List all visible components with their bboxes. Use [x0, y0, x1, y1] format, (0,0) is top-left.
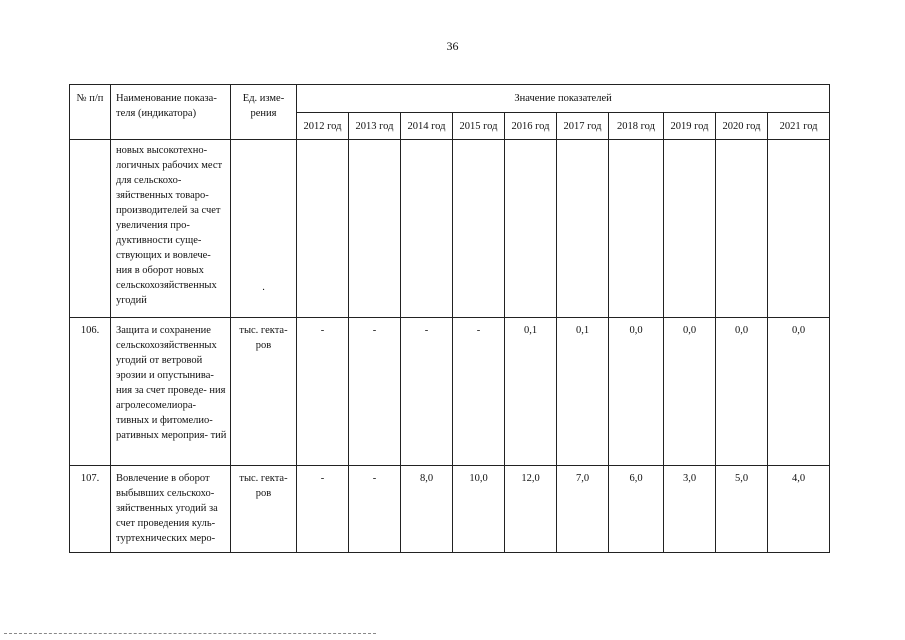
cell-unit: тыс. гекта- ров: [231, 318, 297, 466]
table-row-107: [70, 466, 830, 553]
cell-value: [349, 140, 401, 318]
cell-value: [664, 140, 716, 318]
header-name: Наименование показа- теля (индикатора): [111, 85, 231, 140]
cell-num: 107.: [70, 466, 111, 553]
year-header: 2021 год: [768, 113, 830, 140]
year-header: 2015 год: [453, 113, 505, 140]
cell-value: -: [349, 318, 401, 466]
cell-value: 0,0: [716, 318, 768, 466]
cell-value: [716, 140, 768, 318]
cell-value: 0,0: [664, 318, 716, 466]
table-row-continuation: [70, 140, 830, 318]
cell-value: [768, 140, 830, 318]
table-row-106: [70, 318, 830, 466]
cell-value: [557, 140, 609, 318]
header-num: № п/п: [70, 85, 111, 140]
cell-unit: тыс. гекта- ров: [231, 466, 297, 553]
year-header: 2014 год: [401, 113, 453, 140]
header-values: Значение показателей: [297, 85, 830, 113]
cell-unit-text: .: [262, 282, 265, 293]
cell-value: 0,1: [505, 318, 557, 466]
header-unit: Ед. изме- рения: [231, 85, 297, 140]
cell-value: [401, 140, 453, 318]
cell-num: 106.: [70, 318, 111, 466]
cell-name: Вовлечение в оборот выбывших сельскохо- зяйственных угодий за счет проведения куль- туртехнических меро-: [111, 466, 231, 553]
cell-name: новых высокотехно- логичных рабочих мест для сельскохо- зяйственных товаро- производителей за счет увеличения про- дуктивности суще- ствующих и вовлече- ния в оборот новых сельскохозяйственных угодий: [111, 140, 231, 318]
cell-value: [609, 140, 664, 318]
year-header: 2017 год: [557, 113, 609, 140]
year-header: 2016 год: [505, 113, 557, 140]
year-header: 2013 год: [349, 113, 401, 140]
cell-value: 10,0: [453, 466, 505, 553]
cell-value: -: [401, 318, 453, 466]
year-header: 2019 год: [664, 113, 716, 140]
cell-num: [70, 140, 111, 318]
year-header: 2020 год: [716, 113, 768, 140]
cell-value: [297, 140, 349, 318]
cell-value: -: [349, 466, 401, 553]
year-header: 2018 год: [609, 113, 664, 140]
cell-value: 5,0: [716, 466, 768, 553]
cell-value: 3,0: [664, 466, 716, 553]
cell-value: 4,0: [768, 466, 830, 553]
header-row: [70, 85, 830, 113]
year-header: 2012 год: [297, 113, 349, 140]
cell-name: Защита и сохранение сельскохозяйственных угодий от ветровой эрозии и опустынива- ния за счет проведе- ния агролесомелиора- тивных и фитомелио- ративных мероприя- тий: [111, 318, 231, 466]
cell-value: 8,0: [401, 466, 453, 553]
cell-value: -: [297, 318, 349, 466]
footer-rule: [4, 633, 376, 634]
cell-value: -: [297, 466, 349, 553]
cell-value: [453, 140, 505, 318]
cell-unit: [231, 140, 297, 318]
cell-value: 6,0: [609, 466, 664, 553]
page-number: 36: [446, 39, 459, 53]
cell-value: 0,0: [609, 318, 664, 466]
cell-value: -: [453, 318, 505, 466]
indicators-table: [69, 84, 830, 553]
cell-value: 0,0: [768, 318, 830, 466]
cell-value: [505, 140, 557, 318]
cell-value: 12,0: [505, 466, 557, 553]
cell-value: 0,1: [557, 318, 609, 466]
cell-value: 7,0: [557, 466, 609, 553]
